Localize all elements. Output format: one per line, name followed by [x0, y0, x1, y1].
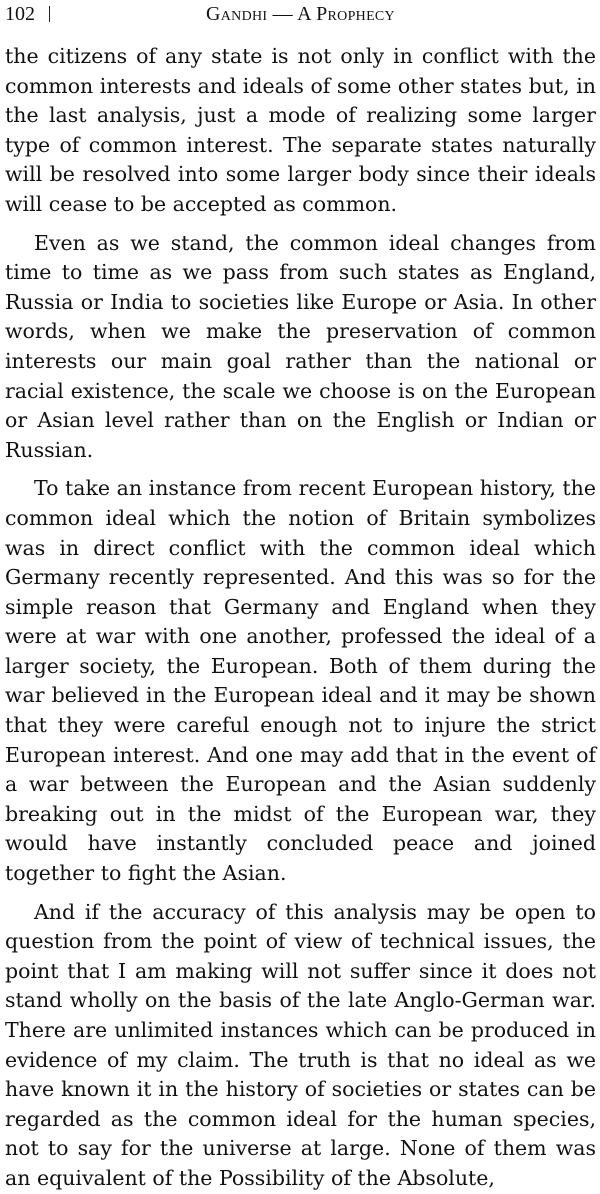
paragraph-1: the citizens of any state is not only in conflict with the common interests and ideals of some other states but, in the last analysis, just a mode of realizing some larger type of common interest. The separate states naturally will be resolved into some larger body since their ideals will cease to be accepted as common.	[5, 44, 596, 216]
page-number: 102	[5, 3, 35, 25]
paragraph-2: Even as we stand, the common ideal changes from time to time as we pass from such states as England, Russia or India to societies like Europe or Asia. In other words, when we make the preservation of common interests our main goal rather than the national or racial existence, the scale we choose is on the European or Asian level rather than on the English or Indian or Russian.	[5, 230, 596, 462]
running-head: Gandhi — A Prophecy	[206, 3, 395, 25]
page-header	[5, 2, 596, 28]
paragraph-3: To take an instance from recent European history, the common ideal which the notion of Britain symbolizes was in direct conflict with the common ideal which Germany recently represented. And this was so for the simple reason that Germany and England when they were at war with one another, professed the ideal of a larger society, the European. Both of them during the war believed in the European ideal and it may be shown that they were careful enough not to injure the strict European interest. And one may add that in the event of a war between the European and the Asian suddenly breaking out in the midst of the European war, they would have instantly concluded peace and joined together to fight the Asian.	[5, 476, 596, 886]
body-text	[5, 42, 596, 1194]
paragraph-4: And if the accuracy of this analysis may be open to question from the point of view of technical issues, the point that I am making will not suffer since it does not stand wholly on the basis of the late Anglo-German war. There are unlimited instances which can be produced in evidence of my claim. The truth is that no ideal as we have known it in the history of societies or states can be regarded as the common ideal for the human species, not to say for the universe at large. None of them was an equivalent of the Possibility of the Absolute,	[5, 899, 596, 1190]
